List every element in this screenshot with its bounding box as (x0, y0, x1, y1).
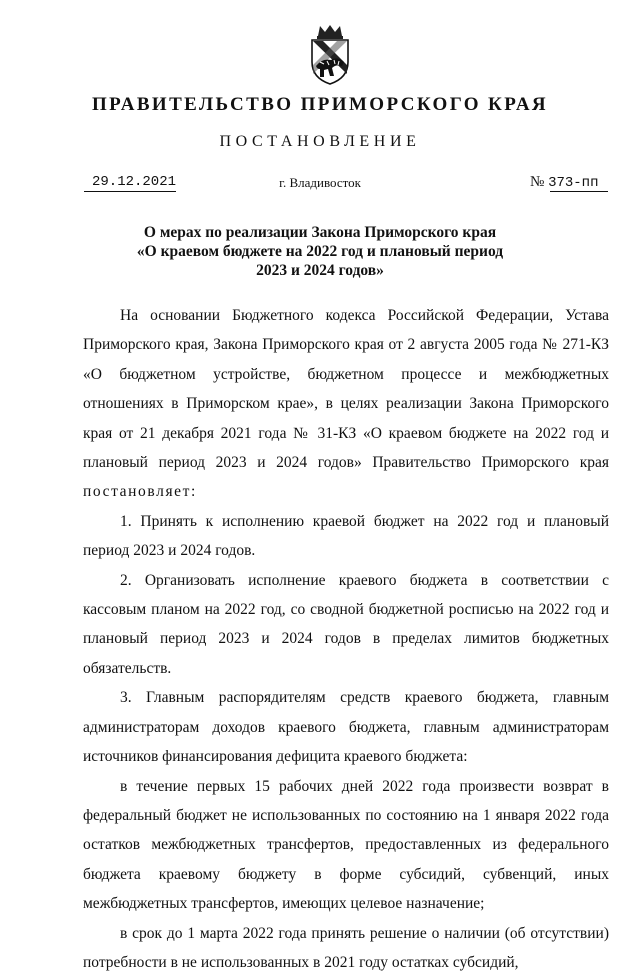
paragraph-text: На основании Бюджетного кодекса Российской Федерации, Устава Приморского края, Закона Приморского края от 2 августа 2005 года № 271-КЗ «О бюджетном устройстве, бюджетном процессе и межбюджетных отношениях в Приморском крае», в целях реализации Закона Приморского края от 21 декабря 2021 года № 31-КЗ «О краевом бюджете на 2022 год и плановый период 2023 и 2024 годов» Правительство Приморского края (83, 307, 609, 472)
body-paragraph: 1. Принять к исполнению краевой бюджет на 2022 год и плановый период 2023 и 2024 годов. (83, 512, 609, 560)
document-number (530, 174, 598, 191)
resolves-verb: постановляет: (83, 483, 197, 501)
document-city: г. Владивосток (279, 175, 361, 190)
government-title: ПРАВИТЕЛЬСТВО ПРИМОРСКОГО КРАЯ (91, 94, 549, 115)
body-paragraph: в течение первых 15 рабочих дней 2022 года произвести возврат в федеральный бюджет не использованных по состоянию на 1 января 2022 года остатков межбюджетных трансфертов, предоставленных из федерального бюджета краевому бюджету в форме субсидий, субвенций, иных межбюджетных трансфертов, имеющих целевое назначение; (83, 777, 609, 913)
number-underline (550, 191, 608, 192)
document-body (83, 301, 609, 977)
date-underline (84, 191, 176, 192)
subject-line: О мерах по реализации Закона Приморского края (143, 224, 497, 241)
document-date: 29.12.2021 (92, 174, 177, 190)
body-paragraph: 3. Главным распорядителям средств краевого бюджета, главным администраторам доходов краевого бюджета, главным администраторам источников финансирования дефицита краевого бюджета: (83, 689, 609, 766)
subject-line: 2023 и 2024 годов» (256, 262, 384, 279)
document-subject (0, 223, 640, 280)
coat-of-arms-emblem (298, 22, 362, 86)
document-type: ПОСТАНОВЛЕНИЕ (219, 133, 421, 150)
body-paragraph (83, 301, 609, 507)
number-value: 373-пп (548, 175, 599, 191)
body-paragraph: в срок до 1 марта 2022 года принять решение о наличии (об отсутствии) потребности в не использованных в 2021 году остатках субсидий, (83, 924, 609, 971)
subject-line: «О краевом бюджете на 2022 год и плановый период (136, 243, 504, 260)
number-label: № (530, 174, 545, 190)
body-paragraph: 2. Организовать исполнение краевого бюджета в соответствии с кассовым планом на 2022 год, со сводной бюджетной росписью на 2022 год и плановый период 2023 и 2024 годов в пределах лимитов бюджетных обязательств. (83, 571, 609, 677)
